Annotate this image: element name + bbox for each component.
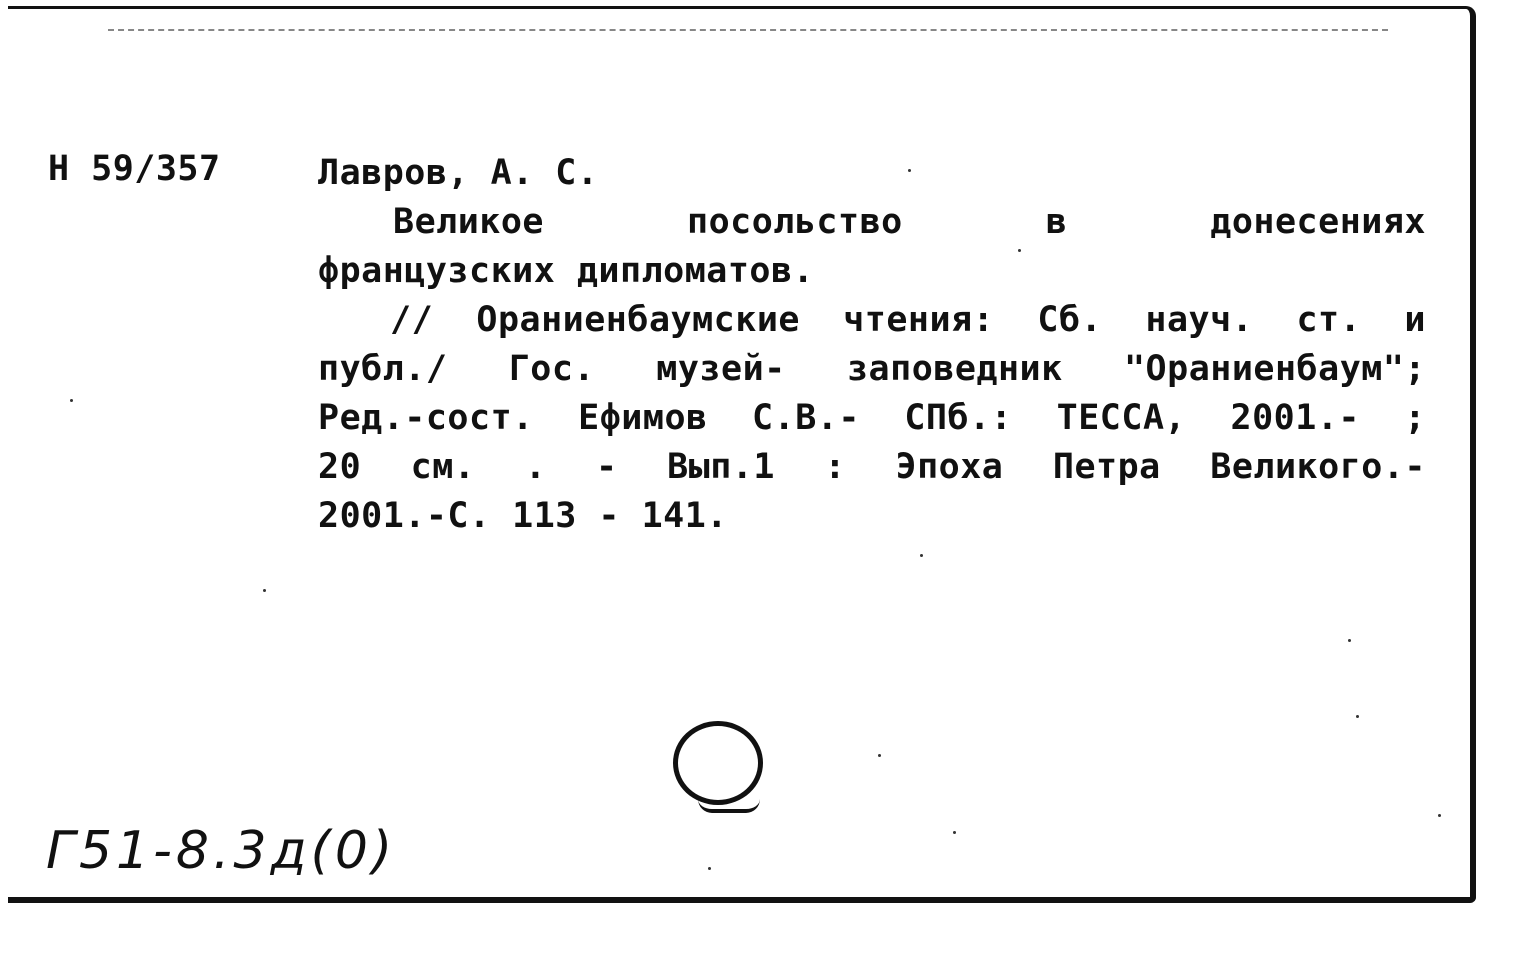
handwritten-classification-code: Г51-8.3д(0) bbox=[46, 821, 397, 881]
bibliographic-entry bbox=[318, 149, 1426, 541]
title-line-2: французских дипломатов. bbox=[318, 251, 815, 291]
scan-speck bbox=[708, 867, 711, 870]
scan-speck bbox=[1348, 639, 1351, 642]
top-dashed-line bbox=[108, 29, 1388, 31]
source-line-4: 20 см. . - Вып.1 : Эпоха Петра Великого.- bbox=[318, 447, 1426, 487]
source-line-3: Ред.-сост. Ефимов С.В.- СПб.: ТЕССА, 2001.- ; bbox=[318, 398, 1426, 438]
catalog-card bbox=[8, 6, 1476, 903]
scan-speck bbox=[1356, 715, 1359, 718]
punch-hole bbox=[673, 721, 763, 805]
source-line-5: 2001.-С. 113 - 141. bbox=[318, 496, 728, 536]
scan-speck bbox=[908, 169, 911, 172]
scan-speck bbox=[920, 554, 923, 557]
scan-speck bbox=[70, 399, 73, 402]
punch-hole-shadow bbox=[698, 799, 760, 813]
scan-speck bbox=[1438, 814, 1441, 817]
source-line-1: // Ораниенбаумские чтения: Сб. науч. ст. и bbox=[390, 300, 1426, 340]
scan-speck bbox=[1018, 249, 1021, 252]
scan-speck bbox=[953, 831, 956, 834]
source-line-2: публ./ Гос. музей- заповедник "Ораниенбаум"; bbox=[318, 349, 1426, 389]
title-line-1: Великое посольство в донесениях bbox=[393, 202, 1426, 242]
author: Лавров, А. С. bbox=[318, 153, 599, 193]
shelfmark: Н 59/357 bbox=[48, 149, 221, 189]
scan-speck bbox=[263, 589, 266, 592]
scan-speck bbox=[878, 754, 881, 757]
